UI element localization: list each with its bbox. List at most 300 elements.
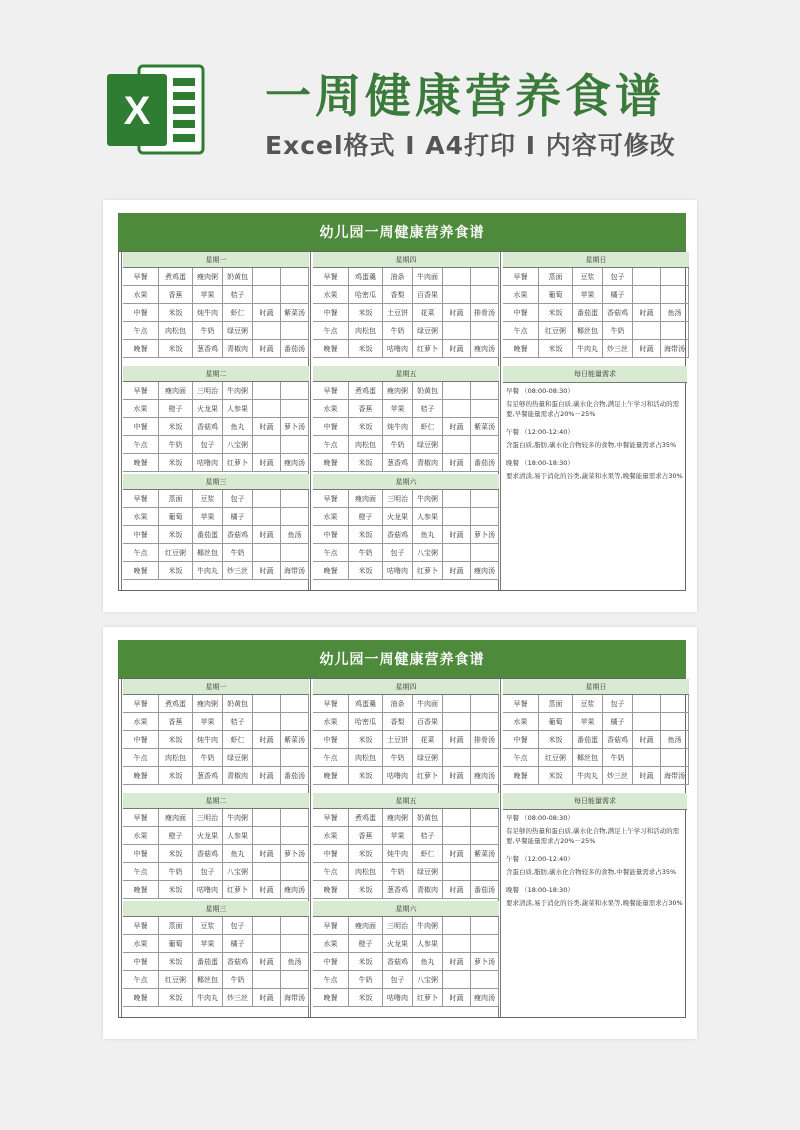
dish-cell: 牛肉丸 <box>193 989 223 1006</box>
dish-cell <box>281 382 309 399</box>
dish-cell: 香蕉 <box>159 713 193 730</box>
dish-cell: 瘦肉粥 <box>193 695 223 712</box>
menu-row <box>123 562 309 580</box>
dish-cell: 紫菜汤 <box>281 304 309 321</box>
dish-cell <box>443 382 471 399</box>
dish-cell: 包子 <box>223 917 253 934</box>
dish-cell: 牛奶 <box>193 749 223 766</box>
dish-cell: 奶黄包 <box>413 382 443 399</box>
dish-cell: 炖牛肉 <box>383 418 413 435</box>
dish-cell: 米饭 <box>159 845 193 862</box>
dish-cell: 鱼汤 <box>281 526 309 543</box>
meal-label: 中餐 <box>503 304 539 321</box>
menu-row <box>503 713 689 731</box>
meal-label: 水果 <box>123 935 159 952</box>
dish-cell: 牛肉丸 <box>573 340 603 357</box>
menu-row <box>123 418 309 436</box>
dish-cell: 时蔬 <box>253 845 281 862</box>
dish-cell: 排骨汤 <box>471 304 499 321</box>
dish-cell: 包子 <box>603 695 633 712</box>
meal-label: 晚餐 <box>123 989 159 1006</box>
menu-row <box>313 322 499 340</box>
dish-cell: 牛肉面 <box>413 268 443 285</box>
menu-row <box>313 827 499 845</box>
dish-cell: 橘子 <box>223 935 253 952</box>
dish-cell <box>471 713 499 730</box>
grid-line <box>310 679 311 1017</box>
dish-cell <box>253 544 281 561</box>
sheet-title: 幼儿园一周健康营养食谱 <box>118 640 686 678</box>
dish-cell: 时蔬 <box>443 989 471 1006</box>
dish-cell: 红萝卜 <box>223 881 253 898</box>
dish-cell <box>471 863 499 880</box>
dish-cell: 哈密瓜 <box>349 286 383 303</box>
dish-cell: 牛奶 <box>159 863 193 880</box>
dish-cell: 煮鸡蛋 <box>159 268 193 285</box>
dish-cell: 葱香鸡 <box>193 340 223 357</box>
dish-cell <box>471 490 499 507</box>
menu-row <box>313 286 499 304</box>
dish-cell <box>471 917 499 934</box>
dish-cell: 香菇鸡 <box>383 526 413 543</box>
dish-cell: 瘦肉汤 <box>471 989 499 1006</box>
meal-label: 中餐 <box>123 953 159 970</box>
dish-cell: 椰丝包 <box>193 544 223 561</box>
meal-label: 早餐 <box>313 490 349 507</box>
dish-cell <box>471 544 499 561</box>
meal-label: 中餐 <box>313 418 349 435</box>
dish-cell: 时蔬 <box>443 767 471 784</box>
dish-cell: 时蔬 <box>253 767 281 784</box>
dish-cell: 时蔬 <box>633 767 661 784</box>
menu-row <box>123 490 309 508</box>
dish-cell <box>443 400 471 417</box>
dish-cell: 包子 <box>383 971 413 988</box>
dish-cell <box>443 268 471 285</box>
dish-cell: 牛肉粥 <box>413 917 443 934</box>
dish-cell: 米饭 <box>349 340 383 357</box>
dish-cell: 蒸面 <box>539 268 573 285</box>
dish-cell <box>471 827 499 844</box>
dish-cell <box>443 322 471 339</box>
menu-row <box>123 863 309 881</box>
menu-row <box>123 953 309 971</box>
menu-row <box>313 989 499 1007</box>
dish-cell: 牛奶 <box>383 749 413 766</box>
dish-cell: 炒三丝 <box>603 767 633 784</box>
dish-cell: 油条 <box>383 268 413 285</box>
dish-cell: 萝卜汤 <box>471 953 499 970</box>
dish-cell: 紫菜汤 <box>471 845 499 862</box>
dish-cell: 绿豆粥 <box>413 863 443 880</box>
dish-cell: 香蕉 <box>349 400 383 417</box>
meal-label: 中餐 <box>123 731 159 748</box>
dish-cell: 瘦肉汤 <box>471 767 499 784</box>
dish-cell: 青椒肉 <box>413 881 443 898</box>
dish-cell: 时蔬 <box>633 340 661 357</box>
menu-row <box>503 304 689 322</box>
dish-cell: 鱼丸 <box>413 526 443 543</box>
page-header <box>0 0 800 190</box>
dish-cell: 煮鸡蛋 <box>349 382 383 399</box>
dish-cell: 人参果 <box>223 827 253 844</box>
dish-cell <box>443 695 471 712</box>
dish-cell: 牛奶 <box>383 863 413 880</box>
meal-label: 午点 <box>503 322 539 339</box>
meal-label: 早餐 <box>123 382 159 399</box>
meal-label: 早餐 <box>313 917 349 934</box>
dish-cell: 米饭 <box>539 767 573 784</box>
meal-label: 晚餐 <box>313 989 349 1006</box>
dish-cell: 米饭 <box>159 953 193 970</box>
dish-cell: 瘦肉粥 <box>383 382 413 399</box>
dish-cell: 牛奶 <box>223 544 253 561</box>
menu-row <box>123 436 309 454</box>
dish-cell: 米饭 <box>159 304 193 321</box>
menu-row <box>503 767 689 785</box>
dish-cell <box>471 809 499 826</box>
menu-row <box>313 562 499 580</box>
dish-cell <box>443 490 471 507</box>
excel-logo-icon <box>103 62 206 157</box>
dish-cell <box>281 436 309 453</box>
day-header: 星期三 <box>123 901 309 917</box>
meal-label: 水果 <box>313 400 349 417</box>
dish-cell <box>633 713 661 730</box>
meal-label: 水果 <box>123 827 159 844</box>
menu-row <box>313 526 499 544</box>
dish-cell: 橙子 <box>159 827 193 844</box>
dish-cell: 香菇鸡 <box>223 526 253 543</box>
meal-label: 水果 <box>503 713 539 730</box>
meal-label: 水果 <box>313 713 349 730</box>
menu-row <box>503 749 689 767</box>
dish-cell: 青椒肉 <box>223 767 253 784</box>
meal-label: 中餐 <box>503 731 539 748</box>
dish-cell: 人参果 <box>413 935 443 952</box>
menu-row <box>123 508 309 526</box>
meal-label: 晚餐 <box>503 767 539 784</box>
dish-cell: 包子 <box>603 268 633 285</box>
menu-row <box>313 418 499 436</box>
dish-cell: 鱼丸 <box>223 845 253 862</box>
dish-cell <box>443 544 471 561</box>
dish-cell <box>281 400 309 417</box>
energy-meal-title: 早餐 （08:00-08:30） <box>506 387 574 395</box>
dish-cell: 橘子 <box>223 508 253 525</box>
grid-line <box>310 252 311 590</box>
dish-cell: 米饭 <box>159 989 193 1006</box>
meal-label: 午点 <box>313 749 349 766</box>
energy-meal-text: 含蛋白质,脂肪,碳水化合物较多的食物,中餐能量需求占35% <box>506 441 677 449</box>
meal-label: 晚餐 <box>313 454 349 471</box>
dish-cell <box>281 490 309 507</box>
dish-cell: 时蔬 <box>443 881 471 898</box>
dish-cell: 炒三丝 <box>603 340 633 357</box>
dish-cell: 牛奶 <box>603 749 633 766</box>
dish-cell: 牛肉粥 <box>223 382 253 399</box>
dish-cell <box>633 322 661 339</box>
dish-cell: 苹果 <box>193 713 223 730</box>
dish-cell: 时蔬 <box>253 304 281 321</box>
menu-row <box>123 767 309 785</box>
dish-cell: 萝卜汤 <box>471 526 499 543</box>
dish-cell <box>661 268 689 285</box>
dish-cell: 土豆饼 <box>383 304 413 321</box>
dish-cell: 豆浆 <box>193 490 223 507</box>
dish-cell: 虾仁 <box>223 731 253 748</box>
dish-cell: 奶黄包 <box>413 809 443 826</box>
dish-cell: 虾仁 <box>413 418 443 435</box>
meal-label: 水果 <box>123 508 159 525</box>
dish-cell: 苹果 <box>573 286 603 303</box>
sheet-title: 幼儿园一周健康营养食谱 <box>118 213 686 251</box>
day-header: 星期一 <box>123 679 309 695</box>
dish-cell: 红豆粥 <box>159 544 193 561</box>
dish-cell: 椰丝包 <box>573 322 603 339</box>
dish-cell <box>471 436 499 453</box>
meal-label: 水果 <box>123 286 159 303</box>
dish-cell: 炖牛肉 <box>383 845 413 862</box>
dish-cell <box>281 695 309 712</box>
dish-cell: 时蔬 <box>443 304 471 321</box>
dish-cell: 香菇鸡 <box>603 304 633 321</box>
dish-cell: 时蔬 <box>443 953 471 970</box>
dish-cell: 包子 <box>223 490 253 507</box>
dish-cell: 米饭 <box>349 845 383 862</box>
menu-row <box>313 749 499 767</box>
dish-cell: 八宝粥 <box>223 436 253 453</box>
dish-cell: 牛奶 <box>159 436 193 453</box>
menu-row <box>313 400 499 418</box>
energy-header: 每日能量需求 <box>503 793 687 810</box>
menu-row <box>313 809 499 827</box>
dish-cell: 时蔬 <box>443 845 471 862</box>
dish-cell: 牛奶 <box>383 322 413 339</box>
energy-meal-title: 午餐 （12:00-12:40） <box>506 855 574 863</box>
menu-row <box>123 454 309 472</box>
dish-cell: 绿豆粥 <box>413 749 443 766</box>
meal-label: 中餐 <box>313 304 349 321</box>
dish-cell: 包子 <box>193 436 223 453</box>
dish-cell: 米饭 <box>349 562 383 579</box>
day-header: 星期三 <box>123 474 309 490</box>
dish-cell: 牛奶 <box>193 322 223 339</box>
dish-cell: 海带汤 <box>661 767 689 784</box>
dish-cell: 米饭 <box>349 881 383 898</box>
meal-label: 午点 <box>123 749 159 766</box>
dish-cell <box>253 971 281 988</box>
dish-cell: 苹果 <box>383 827 413 844</box>
dish-cell <box>281 713 309 730</box>
dish-cell <box>281 286 309 303</box>
dish-cell: 包子 <box>383 544 413 561</box>
day-header: 星期四 <box>313 679 499 695</box>
menu-row <box>123 340 309 358</box>
grid-line <box>121 679 122 1017</box>
meal-label: 午点 <box>313 863 349 880</box>
dish-cell <box>661 322 689 339</box>
dish-cell: 红萝卜 <box>413 562 443 579</box>
dish-cell <box>661 286 689 303</box>
energy-meal-text: 要求清淡,易于消化的谷类,蔬菜和水果等,晚餐能量需求占30% <box>506 472 683 480</box>
dish-cell: 牛奶 <box>223 971 253 988</box>
dish-cell: 萝卜汤 <box>281 845 309 862</box>
dish-cell: 葡萄 <box>539 713 573 730</box>
dish-cell: 咕噜肉 <box>383 767 413 784</box>
dish-cell: 鸡蛋羹 <box>349 268 383 285</box>
menu-row <box>123 268 309 286</box>
energy-meal-text: 要求清淡,易于消化的谷类,蔬菜和水果等,晚餐能量需求占30% <box>506 899 683 907</box>
dish-cell <box>253 695 281 712</box>
dish-cell: 虾仁 <box>223 304 253 321</box>
dish-cell <box>253 827 281 844</box>
dish-cell: 鱼汤 <box>281 953 309 970</box>
dish-cell: 葡萄 <box>159 935 193 952</box>
dish-cell <box>471 382 499 399</box>
meal-label: 晚餐 <box>313 767 349 784</box>
dish-cell: 米饭 <box>539 731 573 748</box>
dish-cell: 排骨汤 <box>471 731 499 748</box>
dish-cell: 青椒肉 <box>413 454 443 471</box>
dish-cell: 火龙果 <box>193 400 223 417</box>
energy-meal-text: 含蛋白质,脂肪,碳水化合物较多的食物,中餐能量需求占35% <box>506 868 677 876</box>
menu-row <box>313 544 499 562</box>
dish-cell <box>471 935 499 952</box>
menu-row <box>123 382 309 400</box>
dish-cell: 时蔬 <box>443 731 471 748</box>
dish-cell: 时蔬 <box>253 953 281 970</box>
dish-cell: 米饭 <box>349 767 383 784</box>
dish-cell <box>471 286 499 303</box>
dish-cell <box>443 436 471 453</box>
dish-cell: 橙子 <box>349 508 383 525</box>
dish-cell: 百香果 <box>413 286 443 303</box>
meal-label: 中餐 <box>123 845 159 862</box>
dish-cell: 香梨 <box>383 286 413 303</box>
meal-label: 晚餐 <box>123 881 159 898</box>
dish-cell <box>443 508 471 525</box>
dish-cell: 绿豆粥 <box>413 322 443 339</box>
dish-cell: 米饭 <box>349 989 383 1006</box>
dish-cell <box>633 695 661 712</box>
dish-cell: 肉松包 <box>159 322 193 339</box>
menu-row <box>313 881 499 899</box>
day-header: 星期四 <box>313 252 499 268</box>
menu-row <box>123 322 309 340</box>
dish-cell <box>253 436 281 453</box>
dish-cell: 香菇鸡 <box>603 731 633 748</box>
day-header: 星期二 <box>123 793 309 809</box>
energy-meal-title: 晚餐 （18:00-18:30） <box>506 459 574 467</box>
day-header: 星期五 <box>313 793 499 809</box>
dish-cell <box>443 286 471 303</box>
energy-meal-text: 有足够的热量和蛋白质,碳水化合物,满足上午学习和活动的需要,早餐能量需求占20%－25% <box>506 827 680 845</box>
dish-cell: 肉松包 <box>349 322 383 339</box>
dish-cell: 橘子 <box>603 713 633 730</box>
meal-label: 中餐 <box>313 953 349 970</box>
dish-cell: 咕噜肉 <box>383 562 413 579</box>
dish-cell: 番茄汤 <box>471 454 499 471</box>
dish-cell: 咕噜肉 <box>383 340 413 357</box>
dish-cell: 红豆粥 <box>539 749 573 766</box>
day-header: 星期日 <box>503 252 689 268</box>
meal-label: 水果 <box>313 935 349 952</box>
menu-row <box>123 713 309 731</box>
menu-row <box>313 695 499 713</box>
dish-cell: 绿豆粥 <box>413 436 443 453</box>
dish-cell: 三明治 <box>193 809 223 826</box>
dish-cell <box>443 971 471 988</box>
menu-row <box>313 304 499 322</box>
dish-cell: 番茄蛋 <box>193 953 223 970</box>
dish-cell: 椰丝包 <box>193 971 223 988</box>
menu-sheet-2 <box>103 627 697 1039</box>
dish-cell: 时蔬 <box>253 881 281 898</box>
dish-cell: 瘦肉面 <box>349 490 383 507</box>
dish-cell: 米饭 <box>539 304 573 321</box>
dish-cell: 葡萄 <box>159 508 193 525</box>
dish-cell: 桔子 <box>223 713 253 730</box>
meal-label: 早餐 <box>123 490 159 507</box>
dish-cell: 绿豆粥 <box>223 749 253 766</box>
dish-cell <box>281 971 309 988</box>
menu-row <box>313 953 499 971</box>
menu-row <box>313 971 499 989</box>
dish-cell <box>253 809 281 826</box>
menu-row <box>123 544 309 562</box>
menu-row <box>123 881 309 899</box>
dish-cell <box>471 749 499 766</box>
svg-text:X: X <box>123 89 151 133</box>
menu-row <box>123 731 309 749</box>
energy-requirements-panel <box>503 366 687 481</box>
dish-cell: 苹果 <box>573 713 603 730</box>
dish-cell <box>443 809 471 826</box>
energy-meal-text: 有足够的热量和蛋白质,碳水化合物,满足上午学习和活动的需要,早餐能量需求占20%－25% <box>506 400 680 418</box>
menu-row <box>313 436 499 454</box>
meal-label: 晚餐 <box>313 562 349 579</box>
dish-cell: 咕噜肉 <box>193 454 223 471</box>
dish-cell: 红豆粥 <box>539 322 573 339</box>
dish-cell: 牛奶 <box>349 544 383 561</box>
dish-cell <box>253 917 281 934</box>
menu-row <box>313 731 499 749</box>
day-header: 星期五 <box>313 366 499 382</box>
meal-label: 午点 <box>123 544 159 561</box>
dish-cell: 蒸面 <box>159 490 193 507</box>
dish-cell <box>443 827 471 844</box>
dish-cell <box>281 322 309 339</box>
day-header: 星期日 <box>503 679 689 695</box>
meal-label: 水果 <box>123 400 159 417</box>
meal-label: 晚餐 <box>313 881 349 898</box>
dish-cell <box>253 400 281 417</box>
meal-label: 午点 <box>123 971 159 988</box>
meal-label: 晚餐 <box>313 340 349 357</box>
day-header: 星期六 <box>313 901 499 917</box>
dish-cell <box>253 749 281 766</box>
meal-label: 晚餐 <box>123 454 159 471</box>
menu-row <box>123 971 309 989</box>
dish-cell <box>471 695 499 712</box>
dish-cell <box>281 809 309 826</box>
dish-cell: 鱼汤 <box>661 304 689 321</box>
dish-cell: 红萝卜 <box>413 767 443 784</box>
dish-cell: 香蕉 <box>349 827 383 844</box>
dish-cell: 时蔬 <box>253 418 281 435</box>
dish-cell: 煮鸡蛋 <box>159 695 193 712</box>
